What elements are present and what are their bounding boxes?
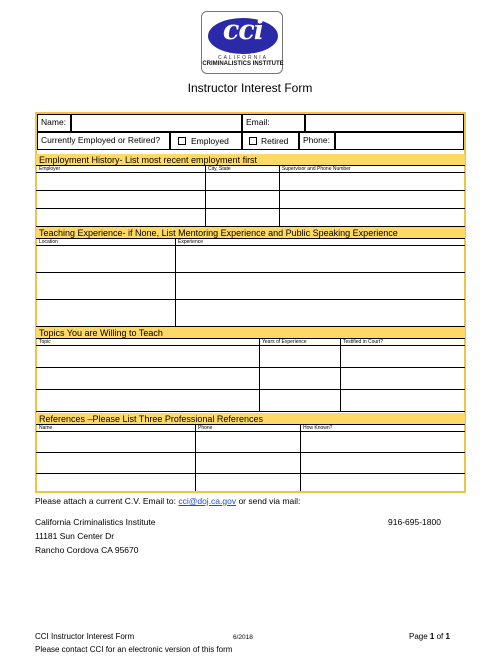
references-col-phone: Phone	[198, 425, 213, 431]
employment-col-city: City, State	[208, 166, 231, 172]
employment-col-supervisor: Supervisor and Phone Number	[282, 166, 351, 172]
topics-col-topic: Topic	[39, 339, 51, 345]
address-line-1: California Criminalistics Institute	[35, 517, 156, 527]
topics-col-testified: Testified in Court?	[343, 339, 384, 345]
name-label-cell	[37, 114, 71, 132]
employed-question: Currently Employed or Retired?	[41, 135, 161, 145]
page-total: 1	[445, 632, 450, 641]
name-label: Name:	[41, 117, 67, 127]
logo-subtitle-1: CALIFORNIA	[217, 55, 268, 61]
teaching-rows[interactable]	[36, 245, 465, 326]
email-label-cell	[242, 114, 305, 132]
address-line-2: 11181 Sun Center Dr	[35, 531, 115, 541]
page-current: 1	[429, 632, 435, 641]
retired-option-label: Retired	[261, 136, 289, 146]
retired-checkbox[interactable]	[249, 137, 257, 145]
footer-page-number	[409, 632, 450, 642]
cci-logo	[201, 11, 283, 74]
retired-option-cell	[242, 132, 299, 150]
employed-option-cell	[170, 132, 242, 150]
attach-instruction	[35, 496, 300, 506]
cci-email-link[interactable]: cci@doj.ca.gov	[178, 496, 237, 506]
employed-question-cell	[37, 132, 170, 150]
references-col-how-known: How Known?	[303, 425, 333, 431]
teaching-col-location: Location	[39, 239, 58, 245]
page-prefix: Page	[409, 632, 430, 641]
cci-phone-number: 916-695-1800	[388, 517, 441, 527]
address-line-3: Rancho Cordova CA 95670	[35, 545, 139, 555]
references-rows[interactable]	[36, 431, 465, 491]
employment-col-employer: Employer	[39, 166, 61, 172]
footer-contact-note: Please contact CCI for an electronic version of this form	[35, 645, 233, 654]
logo-subtitle-2: CRIMINALISTICS INSTITUTE	[202, 61, 284, 67]
page-title: Instructor Interest Form	[187, 81, 313, 95]
name-field[interactable]	[71, 114, 242, 132]
footer-doc-name: CCI Instructor Interest Form	[35, 632, 135, 641]
page-of: of	[434, 632, 446, 641]
logo-mark: cci	[222, 15, 264, 46]
phone-label: Phone:	[303, 135, 330, 145]
employed-checkbox[interactable]	[178, 137, 186, 145]
phone-label-cell	[299, 132, 335, 150]
teaching-col-experience: Experience	[178, 239, 204, 245]
employment-rows[interactable]	[36, 172, 465, 226]
topics-rows[interactable]	[36, 345, 465, 411]
footer-date: 6/2018	[233, 634, 253, 641]
employed-option-label: Employed	[191, 136, 229, 146]
attach-suffix: or send via mail:	[236, 496, 301, 506]
topics-section-header: Topics You are Willing to Teach	[36, 327, 465, 339]
phone-field[interactable]	[335, 132, 464, 150]
teaching-section-header: Teaching Experience- if None, List Mentoring Experience and Public Speaking Experience	[36, 227, 465, 239]
references-col-name: Name	[39, 425, 53, 431]
attach-prefix: Please attach a current C.V. Email to:	[35, 496, 179, 506]
employment-section-header: Employment History- List most recent employment first	[36, 154, 465, 166]
references-section-header: References –Please List Three Professional References	[36, 413, 465, 425]
topics-col-years: Years of Experience	[262, 339, 307, 345]
email-field[interactable]	[305, 114, 464, 132]
email-label: Email:	[246, 117, 270, 127]
